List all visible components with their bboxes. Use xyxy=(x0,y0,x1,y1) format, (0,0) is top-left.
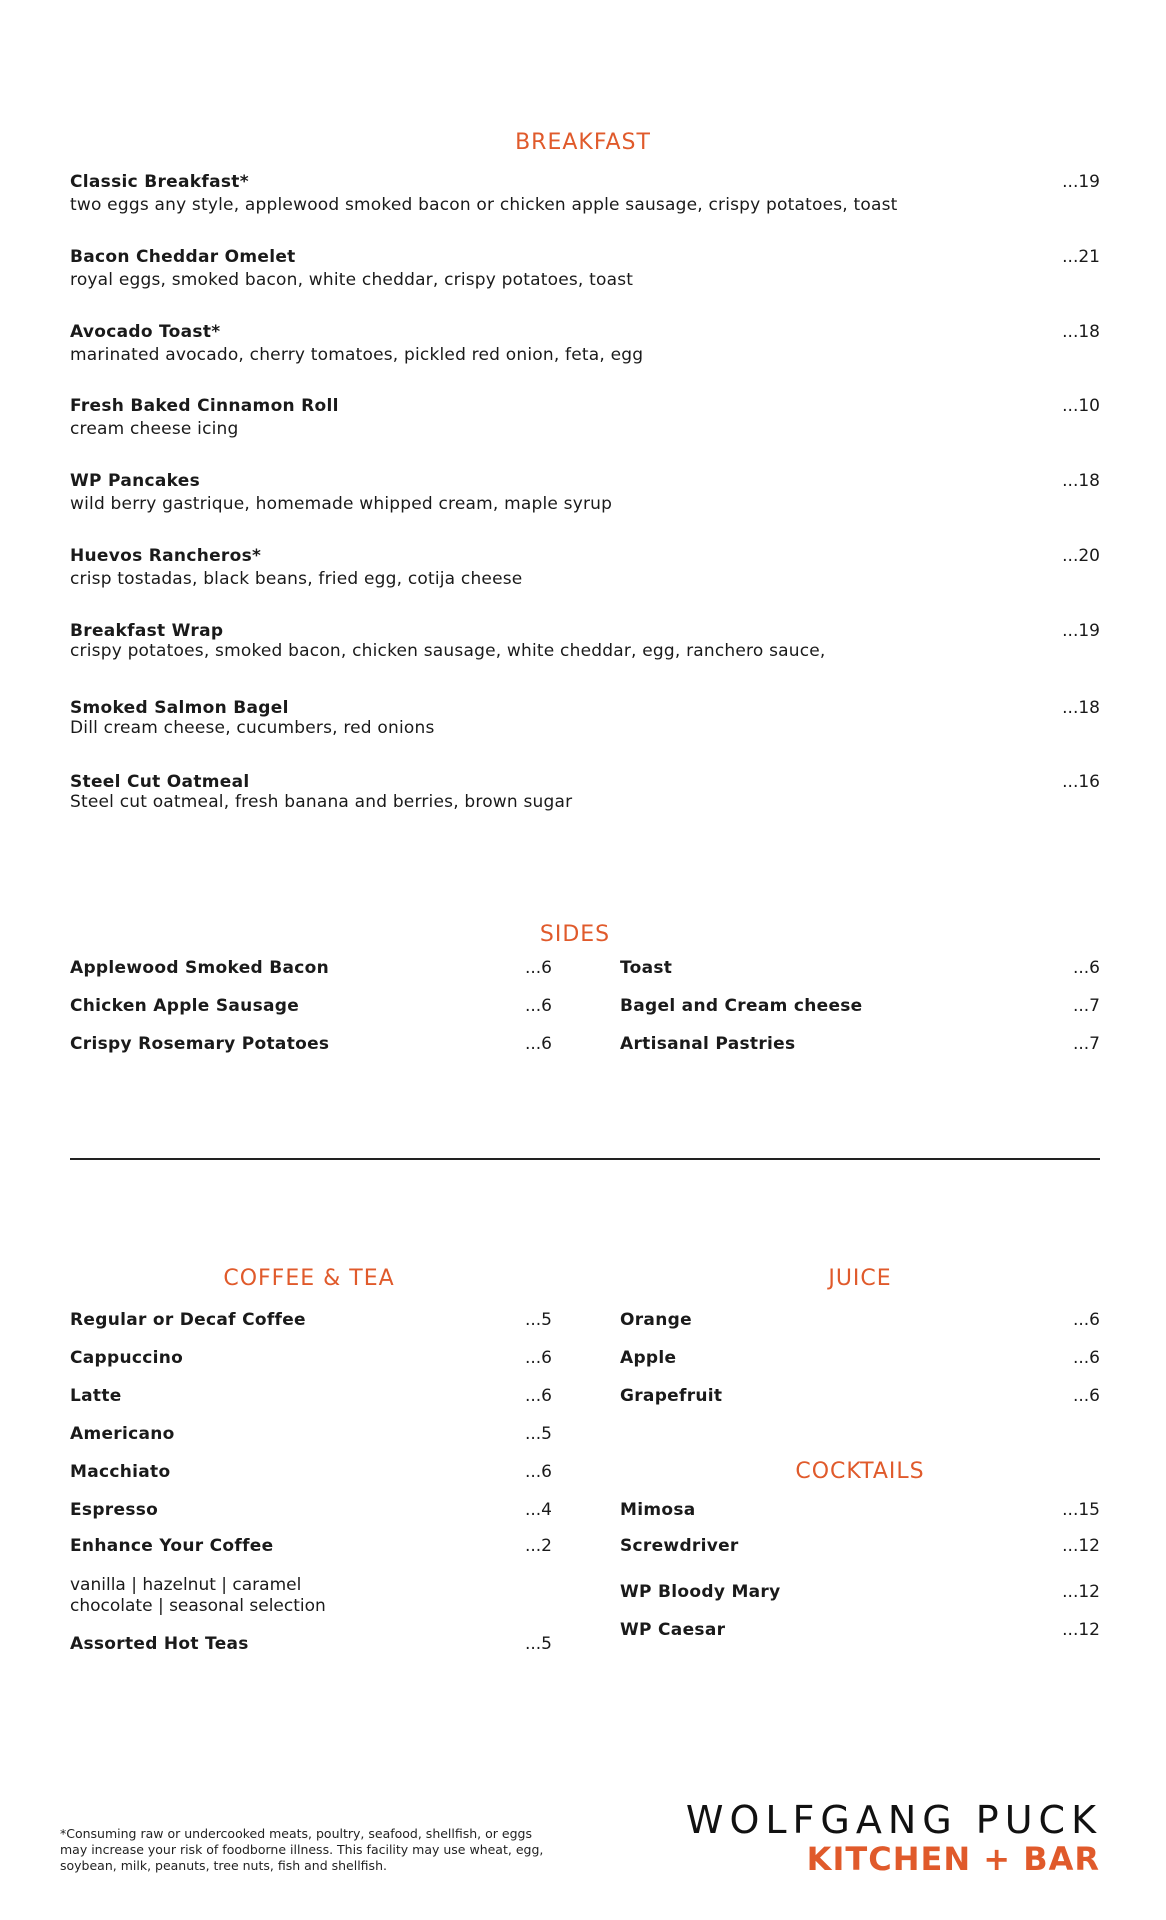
cocktail-item-price: ...12 xyxy=(1062,1620,1100,1640)
side-item-name: Crispy Rosemary Potatoes xyxy=(70,1034,330,1054)
item-price: ...21 xyxy=(1062,247,1100,267)
coffee-heading: COFFEE & TEA xyxy=(223,1266,395,1291)
side-item-name: Applewood Smoked Bacon xyxy=(70,958,329,978)
coffee-item-price: ...5 xyxy=(524,1634,552,1654)
cocktail-item-name: WP Bloody Mary xyxy=(620,1582,781,1602)
juice-item-price: ...6 xyxy=(1072,1310,1100,1330)
coffee-item-price: ...5 xyxy=(524,1424,552,1444)
item-description: crisp tostadas, black beans, fried egg, cotija cheese xyxy=(70,569,523,589)
cocktail-item-price: ...12 xyxy=(1062,1582,1100,1602)
breakfast-item xyxy=(70,546,522,589)
breakfast-item xyxy=(70,322,643,365)
side-item-name: Artisanal Pastries xyxy=(620,1034,796,1054)
side-item-price: ...6 xyxy=(1072,958,1100,978)
item-price: ...19 xyxy=(1062,172,1100,192)
cocktail-item-price: ...12 xyxy=(1062,1536,1100,1556)
breakfast-item xyxy=(70,471,612,514)
item-price: ...18 xyxy=(1062,698,1100,718)
enhance-options-line: vanilla | hazelnut | caramel xyxy=(70,1575,302,1595)
allergen-footnote: *Consuming raw or undercooked meats, poultry, seafood, shellfish, or eggs may increase your risk of foodborne illness. This facility may use wheat, egg, soybean, milk, peanuts, tree nuts, fish and shellfish. xyxy=(60,1826,544,1873)
breakfast-item xyxy=(70,247,633,290)
breakfast-item xyxy=(70,698,435,738)
item-name: Avocado Toast* xyxy=(70,322,221,342)
side-item-price: ...7 xyxy=(1072,996,1100,1016)
item-name: Fresh Baked Cinnamon Roll xyxy=(70,396,339,416)
coffee-item-name: Enhance Your Coffee xyxy=(70,1536,274,1556)
item-description: wild berry gastrique, homemade whipped cream, maple syrup xyxy=(70,494,613,514)
sides-heading: SIDES xyxy=(539,922,611,947)
coffee-item-price: ...4 xyxy=(524,1500,552,1520)
item-name: Bacon Cheddar Omelet xyxy=(70,247,296,267)
juice-item-name: Apple xyxy=(620,1348,677,1368)
item-name: Smoked Salmon Bagel xyxy=(70,698,289,718)
side-item-price: ...6 xyxy=(524,1034,552,1054)
side-item-name: Bagel and Cream cheese xyxy=(620,996,863,1016)
item-price: ...20 xyxy=(1062,546,1100,566)
coffee-item-name: Latte xyxy=(70,1386,122,1406)
side-item-price: ...7 xyxy=(1072,1034,1100,1054)
item-name: Breakfast Wrap xyxy=(70,621,224,641)
item-description: Steel cut oatmeal, fresh banana and berries, brown sugar xyxy=(70,792,573,812)
coffee-item-name: Assorted Hot Teas xyxy=(70,1634,249,1654)
side-item-price: ...6 xyxy=(524,958,552,978)
coffee-item-price: ...6 xyxy=(524,1348,552,1368)
item-description: crispy potatoes, smoked bacon, chicken sausage, white cheddar, egg, ranchero sauce, xyxy=(70,641,826,661)
logo-wolfgang-puck: WOLFGANG PUCK xyxy=(685,1798,1102,1842)
cocktail-item-name: Screwdriver xyxy=(620,1536,739,1556)
logo-kitchen-bar: KITCHEN + BAR xyxy=(806,1840,1100,1878)
juice-item-price: ...6 xyxy=(1072,1348,1100,1368)
breakfast-item xyxy=(70,621,826,661)
side-item-name: Chicken Apple Sausage xyxy=(70,996,300,1016)
section-divider xyxy=(70,1158,1100,1160)
breakfast-item xyxy=(70,396,339,439)
item-name: Steel Cut Oatmeal xyxy=(70,772,250,792)
item-price: ...18 xyxy=(1062,471,1100,491)
item-price: ...19 xyxy=(1062,621,1100,641)
coffee-item-name: Americano xyxy=(70,1424,175,1444)
item-price: ...10 xyxy=(1062,396,1100,416)
breakfast-heading: BREAKFAST xyxy=(515,130,651,155)
breakfast-item xyxy=(70,172,898,215)
cocktail-item-price: ...15 xyxy=(1062,1500,1100,1520)
coffee-item-name: Cappuccino xyxy=(70,1348,184,1368)
juice-heading: JUICE xyxy=(828,1266,892,1291)
juice-item-price: ...6 xyxy=(1072,1386,1100,1406)
coffee-item-price: ...2 xyxy=(524,1536,552,1556)
item-name: Huevos Rancheros* xyxy=(70,546,262,566)
item-name: WP Pancakes xyxy=(70,471,201,491)
item-name: Classic Breakfast* xyxy=(70,172,249,192)
breakfast-item xyxy=(70,772,572,812)
item-description: cream cheese icing xyxy=(70,419,239,439)
coffee-item-price: ...6 xyxy=(524,1386,552,1406)
side-item-price: ...6 xyxy=(524,996,552,1016)
side-item-name: Toast xyxy=(620,958,673,978)
cocktail-item-name: WP Caesar xyxy=(620,1620,726,1640)
cocktails-heading: COCKTAILS xyxy=(795,1459,925,1484)
item-description: two eggs any style, applewood smoked bacon or chicken apple sausage, crispy potatoes, toast xyxy=(70,195,898,215)
coffee-item-name: Regular or Decaf Coffee xyxy=(70,1310,306,1330)
enhance-options-line: chocolate | seasonal selection xyxy=(70,1596,326,1616)
coffee-item-name: Macchiato xyxy=(70,1462,171,1482)
coffee-item-price: ...6 xyxy=(524,1462,552,1482)
item-description: royal eggs, smoked bacon, white cheddar, crispy potatoes, toast xyxy=(70,270,634,290)
item-price: ...18 xyxy=(1062,322,1100,342)
item-description: marinated avocado, cherry tomatoes, pickled red onion, feta, egg xyxy=(70,345,644,365)
item-description: Dill cream cheese, cucumbers, red onions xyxy=(70,718,435,738)
cocktail-item-name: Mimosa xyxy=(620,1500,696,1520)
juice-item-name: Grapefruit xyxy=(620,1386,723,1406)
enhance-options xyxy=(70,1575,326,1617)
item-price: ...16 xyxy=(1062,772,1100,792)
juice-item-name: Orange xyxy=(620,1310,692,1330)
coffee-item-price: ...5 xyxy=(524,1310,552,1330)
coffee-item-name: Espresso xyxy=(70,1500,159,1520)
